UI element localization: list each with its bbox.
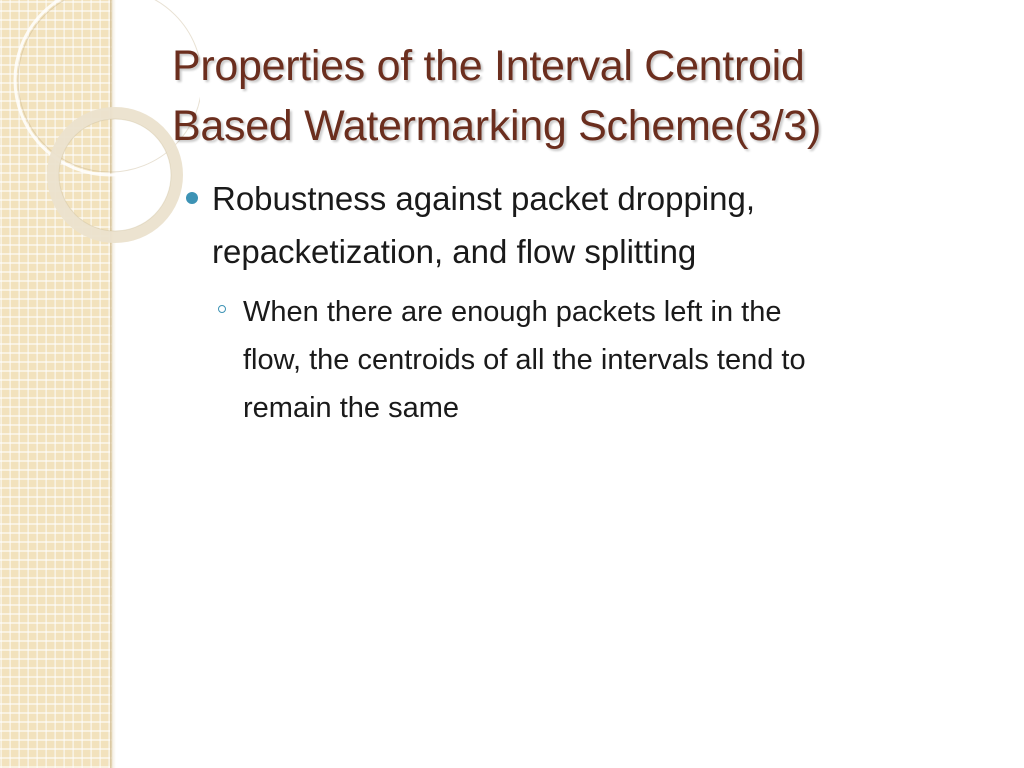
sub-bullet-text-line-2: flow, the centroids of all the intervals tend to bbox=[243, 344, 806, 376]
bullet-item bbox=[180, 172, 990, 278]
sub-bullet-text-line-1: When there are enough packets left in the bbox=[243, 296, 782, 328]
decorative-rings bbox=[0, 0, 200, 260]
bullet-dot-icon bbox=[186, 192, 198, 204]
sub-bullet-text-line-3: remain the same bbox=[243, 392, 459, 424]
sub-bullet-ring-icon bbox=[218, 305, 226, 313]
slide-title bbox=[172, 36, 992, 156]
bullet-text-line-1: Robustness against packet dropping, bbox=[212, 180, 756, 217]
slide-title-line-1: Properties of the Interval Centroid bbox=[172, 42, 805, 90]
slide-title-line-2: Based Watermarking Scheme(3/3) bbox=[172, 102, 821, 150]
sub-bullet-item bbox=[180, 288, 990, 432]
slide-content bbox=[180, 172, 990, 432]
bullet-text-line-2: repacketization, and flow splitting bbox=[212, 233, 697, 270]
